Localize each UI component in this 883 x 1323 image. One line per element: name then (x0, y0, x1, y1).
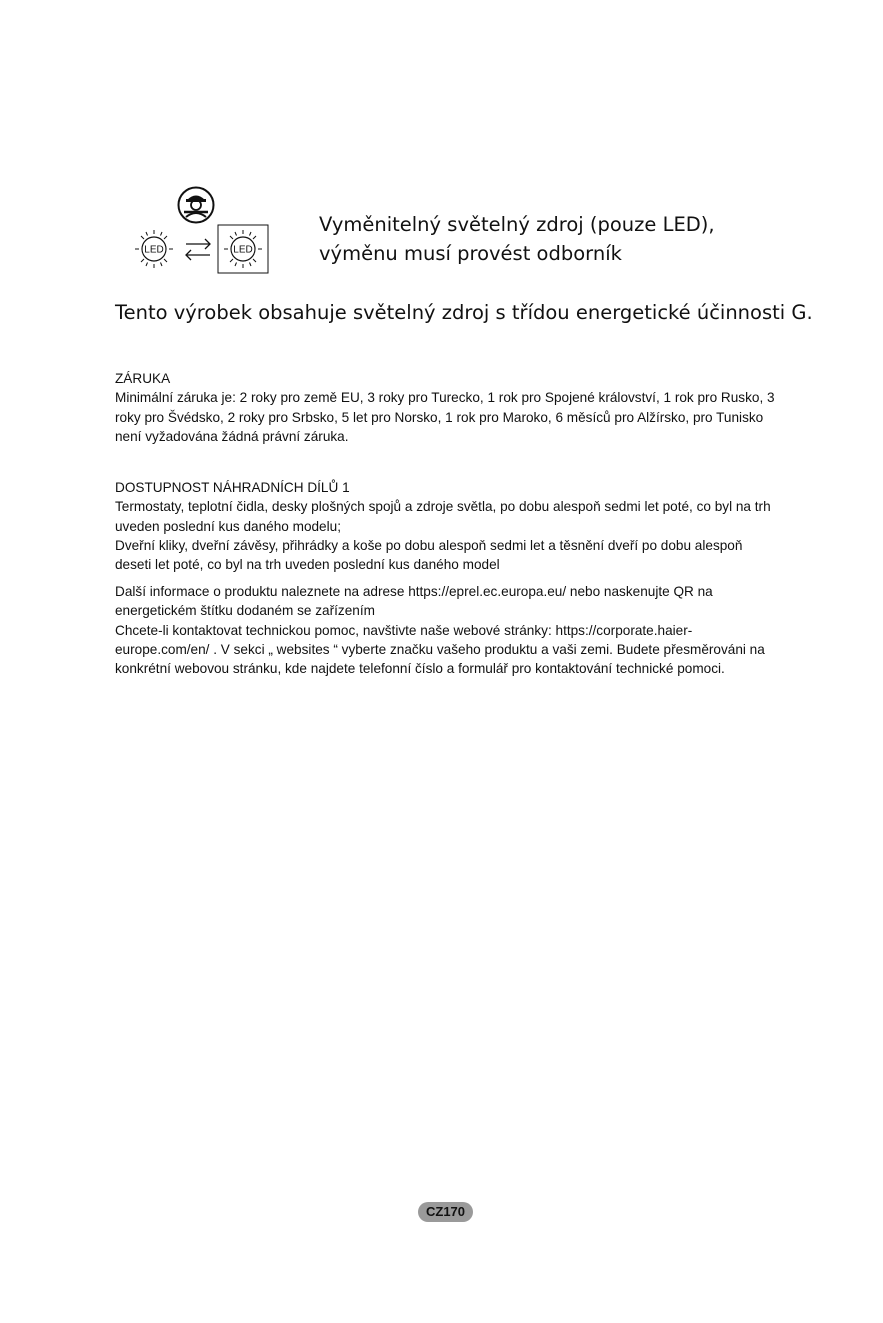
more-info-section (115, 582, 775, 678)
spare-parts-line-1: Termostaty, teplotní čidla, desky plošných spojů a zdroje světla, po dobu alespoň sedmi let poté, co byl na trh uveden poslední kus daného modelu; (115, 499, 771, 534)
replaceable-light-source-text: Vyměnitelný světelný zdroj (pouze LED), výměnu musí provést odborník (319, 213, 715, 265)
led-bulb-boxed-icon (218, 225, 268, 273)
energy-class-statement: Tento výrobek obsahuje světelný zdroj s třídou energetické účinnosti G. (115, 301, 813, 324)
more-info-line-2: Chcete-li kontaktovat technickou pomoc, navštivte naše webové stránky: https://corporate.haier-europe.com/en/ . V sekci „ websites “ vyberte značku vašeho produktu a vaši zemi. Budete přesměrováni na konkrétní webovou stránku, kde najdete telefonní číslo a formulář pro kontaktování technické pomoci. (115, 622, 765, 677)
led-label-boxed: LED (233, 244, 253, 256)
more-info-line-1: Další informace o produktu naleznete na adrese https://eprel.ec.europa.eu/ nebo naskenujte QR na energetickém štítku dodaném se zařízením (115, 584, 713, 619)
spare-parts-section (115, 478, 775, 574)
replaceable-led-graphic (126, 184, 276, 280)
warranty-body: Minimální záruka je: 2 roky pro země EU, 3 roky pro Turecko, 1 rok pro Spojené království, 1 rok pro Rusko, 3 roky pro Švédsko, 2 roky pro Srbsko, 5 let pro Norsko, 1 rok pro Maroko, 6 měsíců pro Alžírsko, pro Tunisko není vyžadována žádná právní záruka. (115, 390, 775, 444)
technician-icon (179, 188, 214, 223)
spare-parts-heading: DOSTUPNOST NÁHRADNÍCH DÍLŮ 1 (115, 480, 350, 495)
page-number-badge: CZ170 (418, 1202, 473, 1222)
warranty-section (115, 369, 775, 446)
spare-parts-line-2: Dveřní kliky, dveřní závěsy, přihrádky a koše po dobu alespoň sedmi let a těsnění dveří po dobu alespoň deseti let poté, co byl na trh uveden poslední kus daného model (115, 537, 743, 573)
led-label: LED (144, 244, 164, 256)
warranty-heading: ZÁRUKA (115, 371, 171, 386)
led-bulb-icon (135, 230, 173, 268)
swap-arrows-icon (186, 239, 210, 260)
